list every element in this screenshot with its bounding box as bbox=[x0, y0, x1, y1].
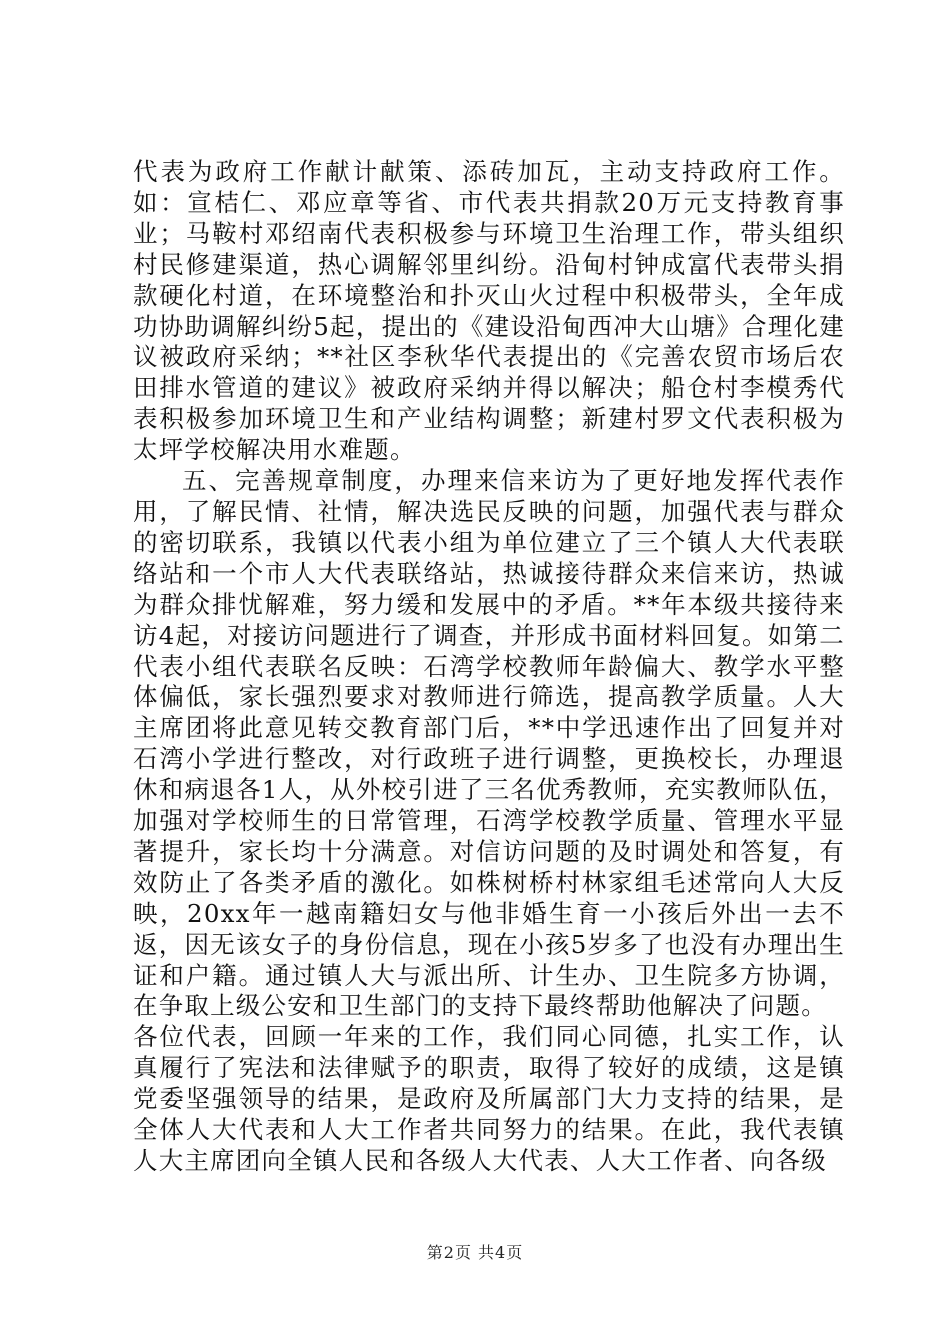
paragraph-section-five: 五、完善规章制度，办理来信来访为了更好地发挥代表作用，了解民情、社情，解决选民反映的问题，加强代表与群众的密切联系，我镇以代表小组为单位建立了三个镇人大代表联络站和一个市人大代表联络站，热诚接待群众来信来访，热诚为群众排忧解难，努力缓和发展中的矛盾。**年本级共接待来访4起，对接访问题进行了调查，并形成书面材料回复。如第二代表小组代表联名反映：石湾学校教师年龄偏大、教学水平整体偏低，家长强烈要求对教师进行筛选，提高教学质量。人大主席团将此意见转交教育部门后，**中学迅速作出了回复并对石湾小学进行整改，对行政班子进行调整，更换校长，办理退休和病退各1人，从外校引进了三名优秀教师，充实教师队伍，加强对学校师生的日常管理，石湾学校教学质量、管理水平显著提升，家长均十分满意。对信访问题的及时调处和答复，有效防止了各类矛盾的激化。如株树桥村林家组毛述常向人大反映，20xx年一越南籍妇女与他非婚生育一小孩后外出一去不返，因无该女子的身份信息，现在小孩5岁多了也没有办理出生证和户籍。通过镇人大与派出所、计生办、卫生院多方协调，在争取上级公安和卫生部门的支持下最终帮助他解决了问题。 bbox=[133, 466, 845, 1021]
paragraph-delegates-support: 代表为政府工作献计献策、添砖加瓦，主动支持政府工作。如：宣桔仁、邓应章等省、市代表共捐款20万元支持教育事业；马鞍村邓绍南代表积极参与环境卫生治理工作，带头组织村民修建渠道，热心调解邻里纠纷。沿甸村钟成富代表带头捐款硬化村道，在环境整治和扑灭山火过程中积极带头，全年成功协助调解纠纷5起，提出的《建设沿甸西冲大山塘》合理化建议被政府采纳；**社区李秋华代表提出的《完善农贸市场后农田排水管道的建议》被政府采纳并得以解决；船仓村李模秀代表积极参加环境卫生和产业结构调整；新建村罗文代表积极为太坪学校解决用水难题。 bbox=[133, 157, 845, 465]
page-footer: 第2页 共4页 bbox=[426, 1243, 524, 1262]
paragraph-review: 各位代表，回顾一年来的工作，我们同心同德，扎实工作，认真履行了宪法和法律赋予的职责，取得了较好的成绩，这是镇党委坚强领导的结果，是政府及所属部门大力支持的结果，是全体人大代表和人大工作者共同努力的结果。在此，我代表镇人大主席团向全镇人民和各级人大代表、人大工作者、向各级 bbox=[133, 1022, 845, 1175]
body-text bbox=[133, 157, 845, 1177]
